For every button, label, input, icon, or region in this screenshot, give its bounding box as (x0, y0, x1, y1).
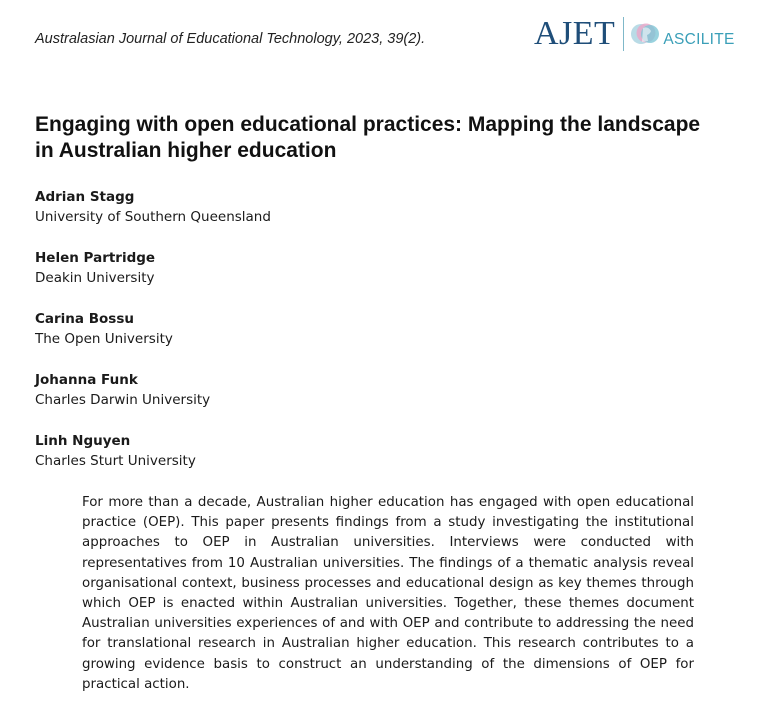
author-affiliation: Charles Darwin University (35, 392, 211, 408)
ajet-logo-text: AJET (534, 15, 616, 52)
article-title: Engaging with open educational practices: Mapping the landscape in Australian higher education (35, 113, 701, 162)
author-entry (35, 249, 535, 310)
page-header (0, 0, 771, 70)
journal-logo (534, 12, 735, 56)
author-name: Helen Partridge (35, 250, 156, 266)
article-abstract: For more than a decade, Australian higher education has engaged with open educational practice (OEP). This paper presents findings from a study investigating the institutional approaches to OEP in Australian universities. Interviews were conducted with representatives from 10 Australian universities. The findings of a thematic analysis reveal organisational context, business processes and educational design as key themes through which OEP is enacted within Australian universities. Together, these themes document Australian universities experiences of and with OEP and contribute to addressing the need for translational research in Australian higher education. This research contributes to a growing evidence basis to construct an understanding of the dimensions of OEP for practical action. (82, 495, 694, 692)
journal-citation: Australasian Journal of Educational Technology, 2023, 39(2). (35, 31, 426, 47)
author-list (35, 188, 535, 493)
author-name: Carina Bossu (35, 311, 134, 327)
author-affiliation: The Open University (35, 331, 173, 347)
author-name: Adrian Stagg (35, 189, 135, 205)
author-affiliation: Deakin University (35, 270, 155, 286)
author-entry (35, 310, 535, 371)
logo-divider (623, 17, 624, 51)
author-affiliation: University of Southern Queensland (35, 209, 271, 225)
author-entry (35, 188, 535, 249)
author-name: Linh Nguyen (35, 433, 131, 449)
author-entry (35, 371, 535, 432)
author-name: Johanna Funk (35, 372, 138, 388)
author-affiliation: Charles Sturt University (35, 453, 196, 469)
ascilite-heads-icon (630, 19, 660, 49)
author-entry (35, 432, 535, 493)
ascilite-logo-text: ASCILITE (663, 31, 735, 48)
